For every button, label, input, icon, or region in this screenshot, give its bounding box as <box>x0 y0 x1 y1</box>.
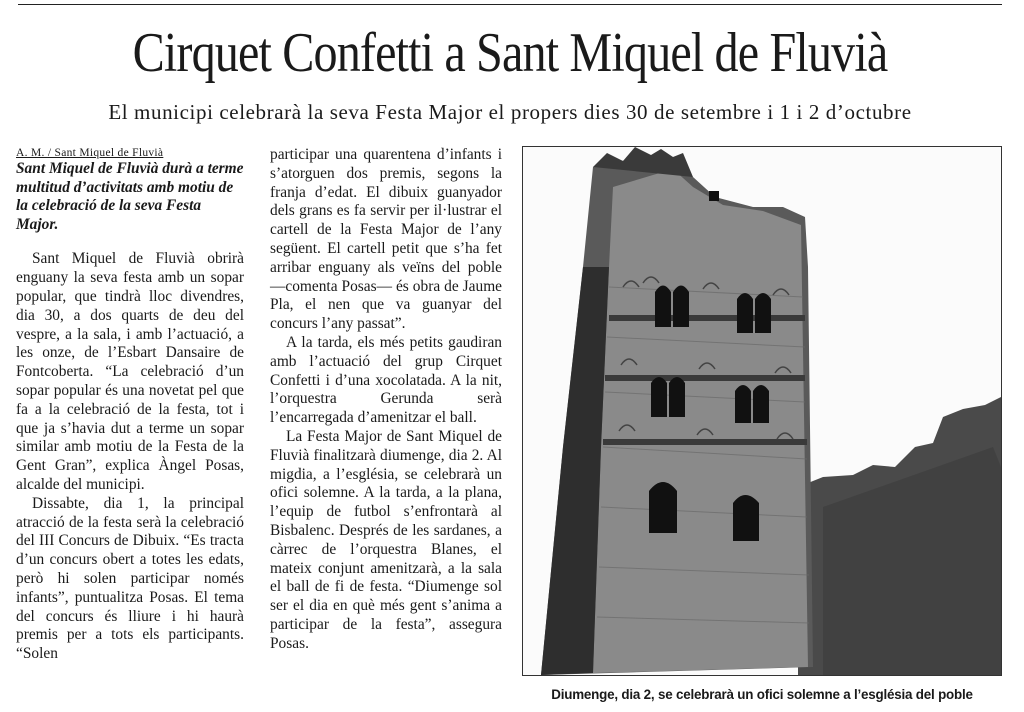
paragraph: La Festa Major de Sant Miquel de Fluvià finalitzarà diumenge, dia 2. Al migdia, a l’església, se celebrarà un ofici solemne. A la tarda, a la plana, l’equip de futbol s’enfrontarà al Bisbalenc. Després de les sardanes, a càrrec de l’orquestra Blanes, el mateix conjunt amenitzarà, a la sala el ball de fi de festa. “Diumenge sol ser el dia en què més gent s’anima a participar de la festa”, assegura Posas. <box>270 427 502 652</box>
article-column-2 <box>270 146 502 654</box>
headline: Cirquet Confetti a Sant Miquel de Fluvià <box>132 22 888 84</box>
lede: Sant Miquel de Fluvià durà a terme multitud d’activitats amb motiu de la celebració de la seva Festa Major. <box>16 160 244 233</box>
photo-caption: Diumenge, dia 2, se celebrarà un ofici solemne a l’església del poble <box>551 687 973 702</box>
paragraph: participar una quarentena d’infants i s’atorguen dos premis, segons la franja d’edat. El dibuix guanyador dels grans es fa servir per il·lustrar el cartell de la Festa Major de l’any següent. El cartell petit que s’ha fet arribar enguany als veïns del poble —comenta Posas— és obra de Jaume Pla, el nen que va guanyar del concurs l’any passat”. <box>270 146 502 333</box>
paragraph: Sant Miquel de Fluvià obrirà enguany la seva festa amb un sopar popular, que tindrà lloc divendres, dia 30, a dos quarts de deu del vespre, a la sala, i amb l’actuació, a les onze, de l’Esbart Dansaire de Fontcoberta. “La celebració d’un sopar popular és una novetat pel que fa a la celebració de la festa, tot i que ja s’havia dut a terme un sopar similar amb motiu de la Festa de la Gent Gran”, explica Àngel Posas, alcalde del municipi. <box>16 250 244 493</box>
top-rule <box>18 4 1002 5</box>
bell-tower-illustration <box>523 147 1001 675</box>
paragraph: Dissabte, dia 1, la principal atracció de la festa serà la celebració del III Concurs de Dibuix. “Es tracta d’un concurs obert a totes les edats, però hi solen participar només infants”, puntualitza Posas. El tema del concurs és lliure i hi haurà premis per a tots els participants. “Solen <box>16 494 244 663</box>
church-tower-photo <box>522 146 1002 676</box>
subheadline: El municipi celebrarà la seva Festa Major el propers dies 30 de setembre i 1 i 2 d’octubre <box>108 100 912 124</box>
byline: A. M. / Sant Miquel de Fluvià <box>16 147 164 159</box>
paragraph: A la tarda, els més petits gaudiran amb l’actuació del grup Cirquet Confetti i d’una xocolatada. A la nit, l’orquestra Gerunda serà l’encarregada d’amenitzar el ball. <box>270 333 502 427</box>
article-column-1 <box>16 146 244 664</box>
